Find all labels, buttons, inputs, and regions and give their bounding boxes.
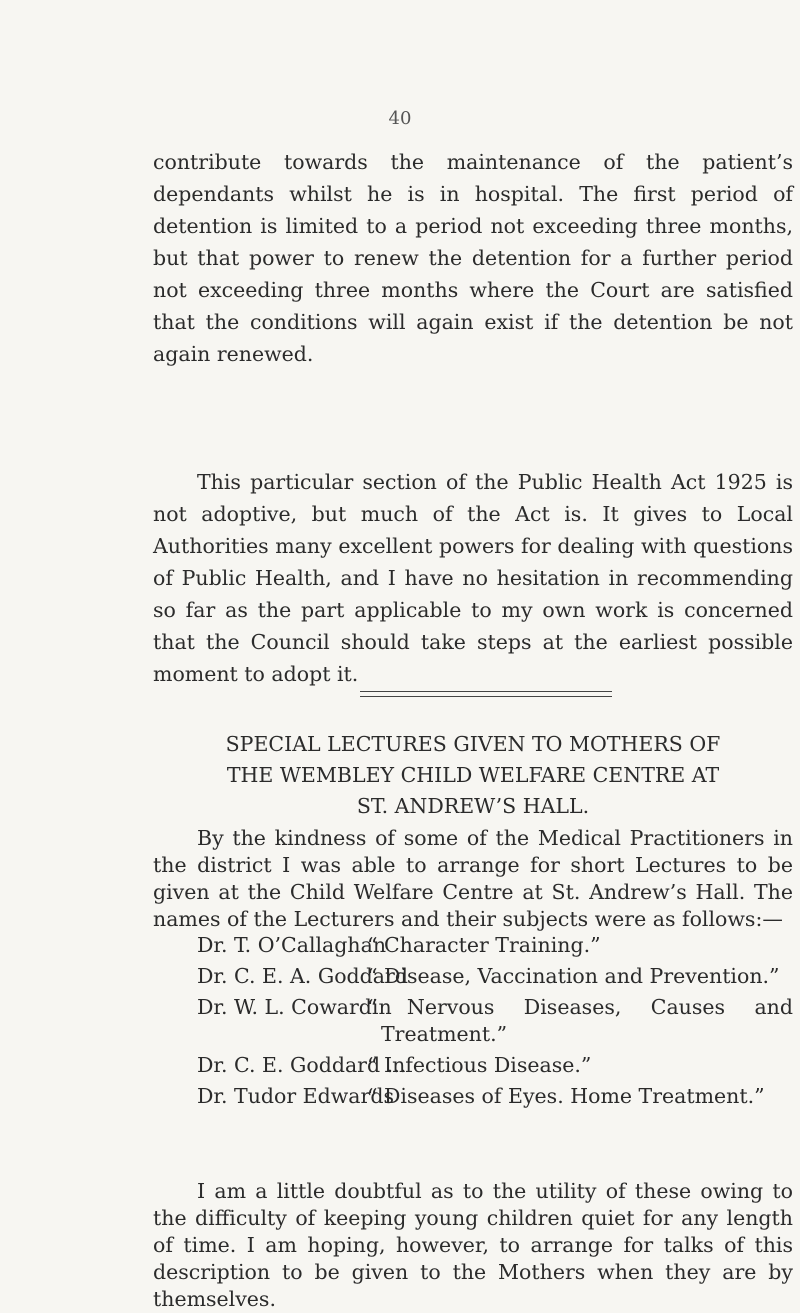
section-heading	[153, 729, 793, 822]
lecture-row	[153, 1083, 793, 1110]
lecture-row	[153, 932, 793, 959]
paragraph-detention: contribute towards the maintenance of the patient’s dependants whilst he is in hospital. The first period of detention is limited to a period not exceeding three months, but that power to renew the detention for a further period not exceeding three months where the Court are satisfied that the conditions will again exist if the detention be not again renewed.	[153, 150, 793, 366]
lecture-row	[153, 994, 793, 1048]
paragraph-utility-doubt: I am a little doubtful as to the utility of these owing to the difficulty of keeping young children quiet for any length of time. I am hoping, however, to arrange for talks of this description to be given to the Mothers when they are by themselves.	[153, 1179, 793, 1311]
lecturer-name: Dr. C. E. Goddard ...	[197, 1053, 407, 1077]
lecture-subject: “ Character Training.”	[367, 933, 601, 957]
lecturer-name: Dr. W. L. Cowardin	[197, 995, 392, 1019]
heading-line-1: SPECIAL LECTURES GIVEN TO MOTHERS OF	[225, 732, 721, 756]
heading-line-3: ST. ANDREW’S HALL.	[356, 794, 590, 818]
lecturer-name: Dr. Tudor Edwards	[197, 1084, 394, 1108]
paragraph-public-health-act: This particular section of the Public Health Act 1925 is not adoptive, but much of the Act is. It gives to Local Authorities many excellent powers for dealing with questions of Public Health, and I have no hesitation in recommending so far as the part applicable to my own work is concerned that the Council should take steps at the earliest possible moment to adopt it.	[153, 470, 793, 686]
lecture-subject: “ Nervous Diseases, Causes and Treatment.”	[367, 995, 793, 1046]
lecturer-name: Dr. C. E. A. Goddard	[197, 964, 408, 988]
lecture-subject: “ Infectious Disease.”	[367, 1053, 592, 1077]
lecture-row	[153, 963, 793, 990]
lecture-row	[153, 1052, 793, 1079]
page-number: 40	[388, 108, 412, 129]
lecture-subject: “ Disease, Vaccination and Prevention.”	[367, 964, 780, 988]
heading-line-2: THE WEMBLEY CHILD WELFARE CENTRE AT	[226, 763, 720, 787]
lecturer-name: Dr. T. O’Callaghan	[197, 933, 387, 957]
lecture-subject: “ Diseases of Eyes. Home Treatment.”	[367, 1084, 765, 1108]
paragraph-lectures-intro: By the kindness of some of the Medical Practitioners in the district I was able to arrange for short Lectures to be given at the Child Welfare Centre at St. Andrew’s Hall. The names of the Lecturers and their subjects were as follows:—	[153, 826, 793, 931]
section-divider-bottom	[360, 696, 612, 697]
section-divider-top	[360, 691, 612, 692]
lecture-list	[153, 932, 793, 1114]
